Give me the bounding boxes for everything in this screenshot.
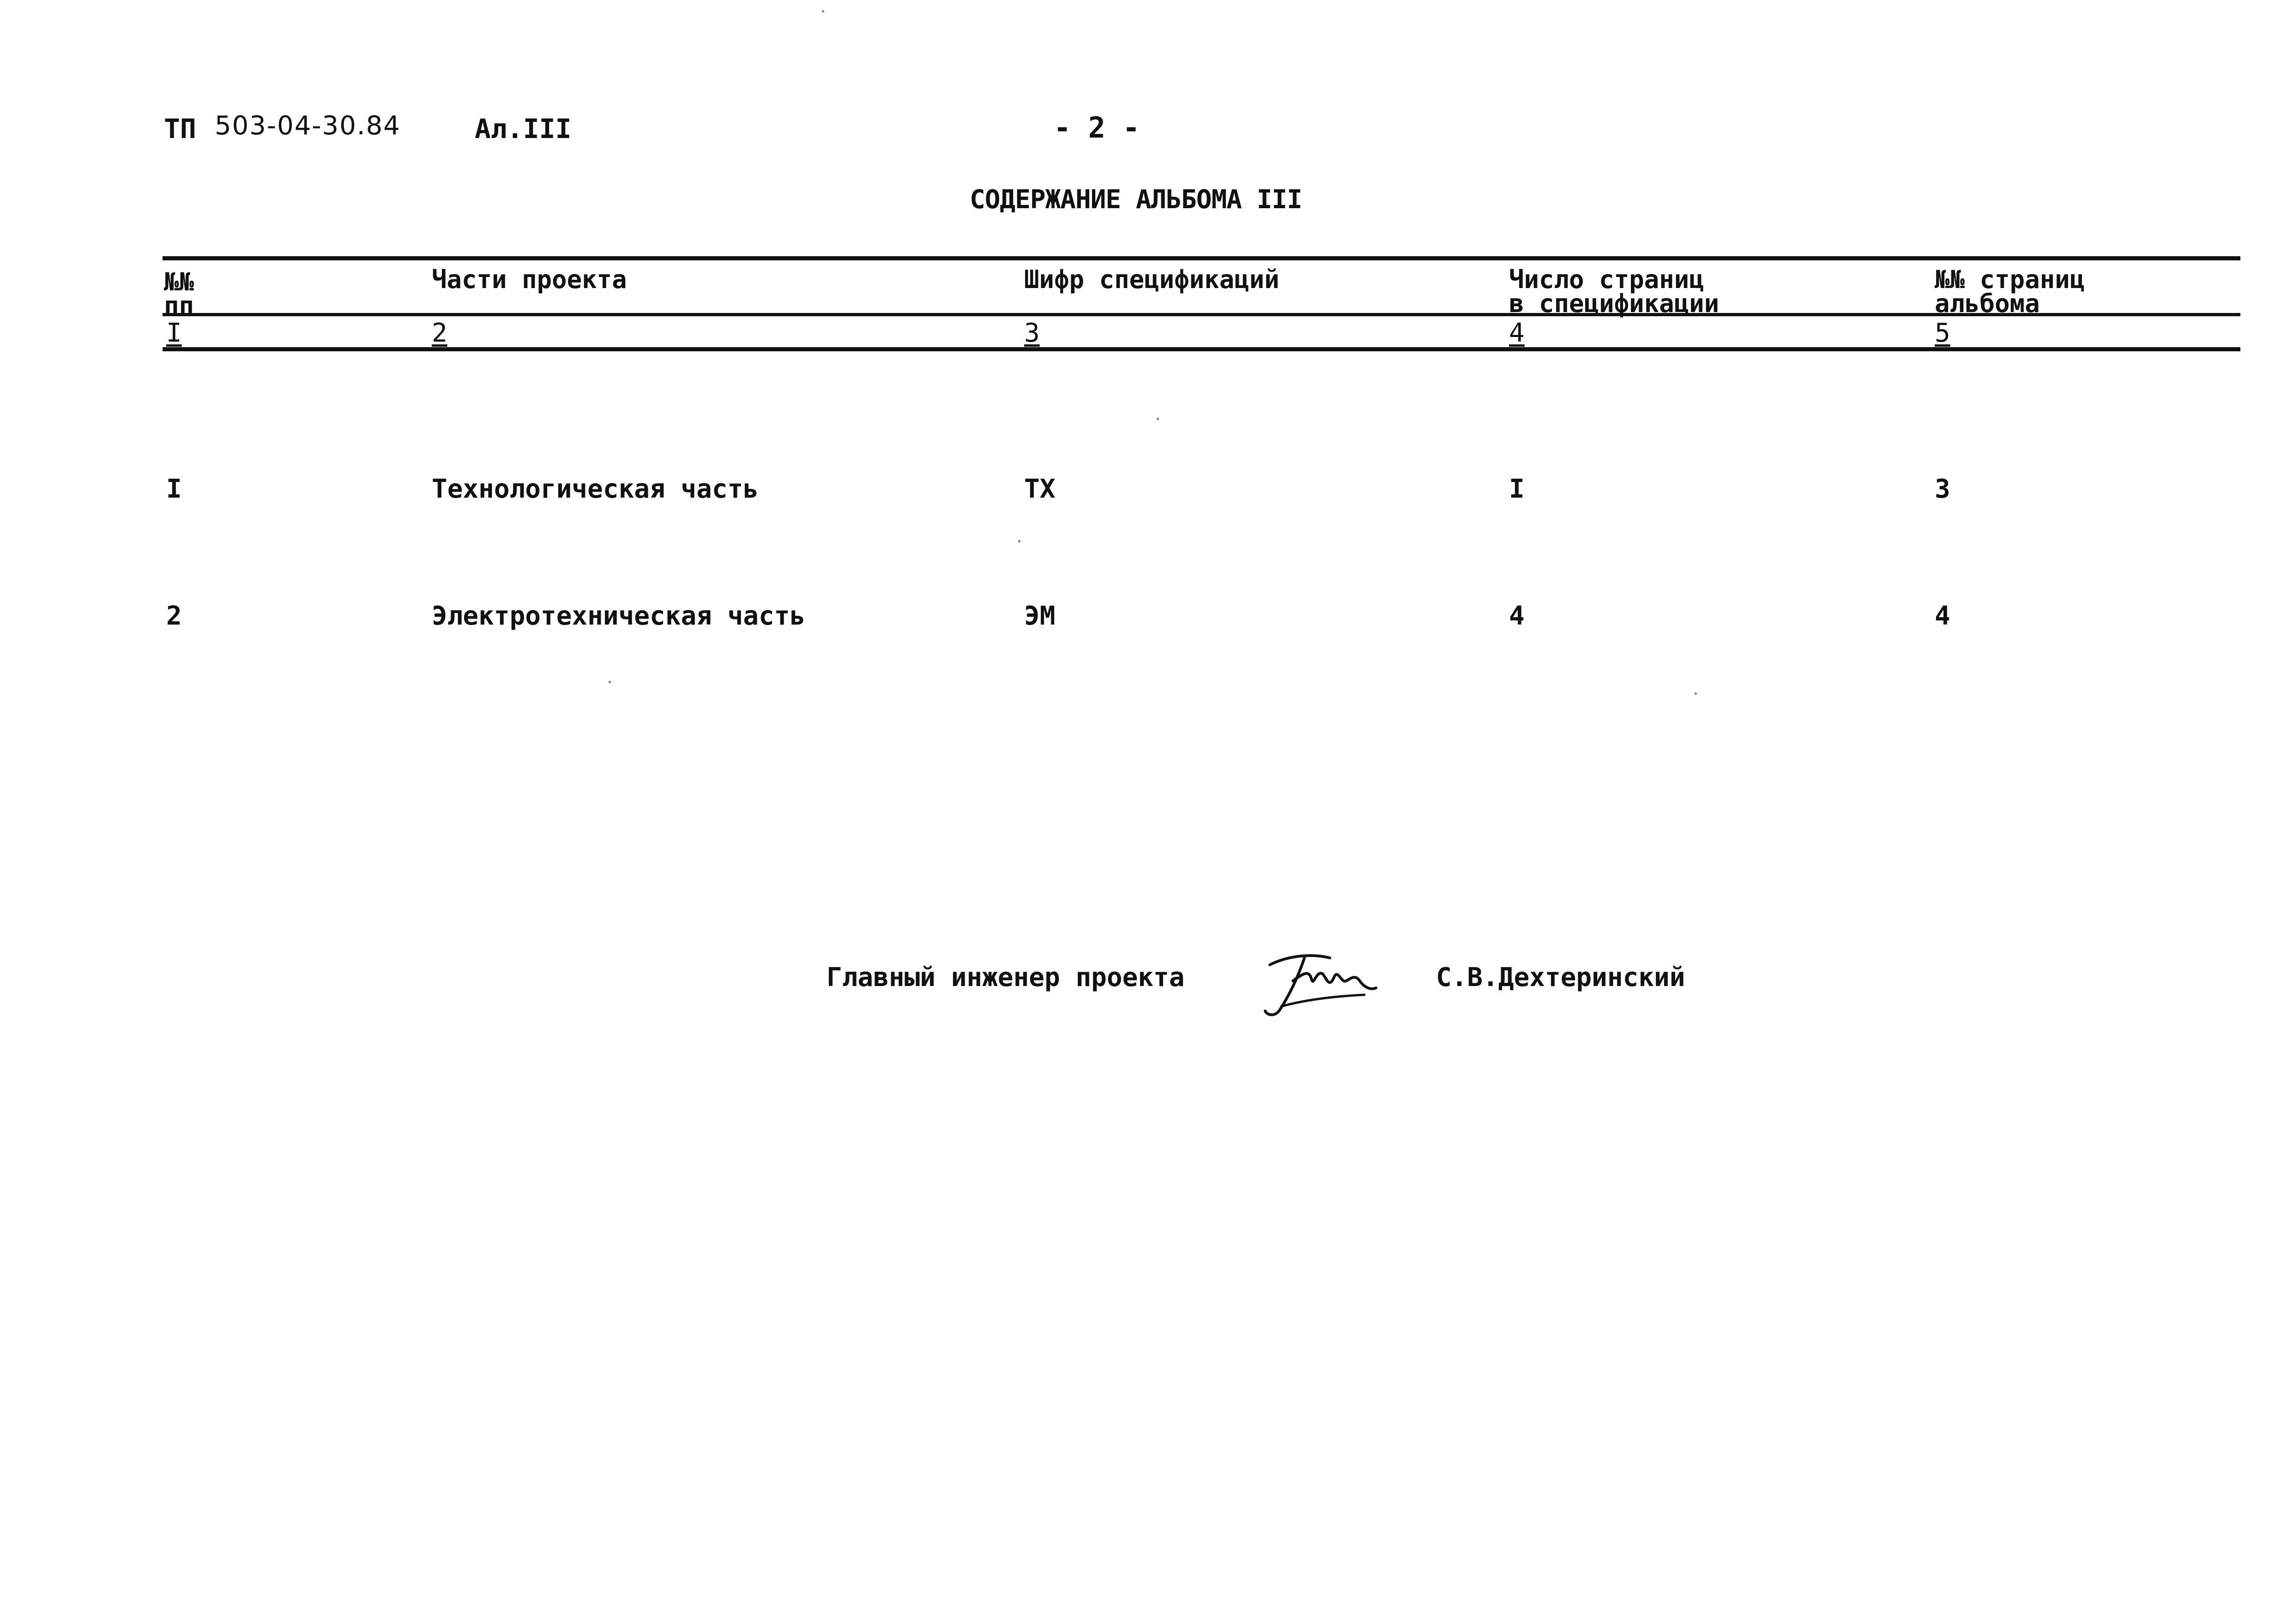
document-title: СОДЕРЖАНИЕ АЛЬБОМА III [970,185,1302,215]
row-number: I [166,474,182,504]
column-number: 4 [1509,318,1525,348]
row-count: I [1509,474,1525,504]
scan-speck [609,681,611,683]
row-part: Электротехническая часть [432,601,806,631]
column-number: I [166,318,182,348]
column-number: 5 [1935,318,1950,348]
row-number: 2 [166,601,182,631]
scan-speck [1018,540,1020,542]
scan-speck [1157,418,1159,420]
row-part: Технологическая часть [432,474,759,504]
column-number: 2 [432,318,447,348]
column-header-pages: №№ страниц альбома [1935,265,2085,318]
row-pages: 4 [1935,601,1950,631]
column-header-code: Шифр спецификаций [1024,265,1279,294]
table-top-rule [163,256,2240,260]
scan-speck [822,10,824,12]
row-code: ТХ [1024,474,1056,504]
row-count: 4 [1509,601,1525,631]
column-header-count: Число страниц в спецификации [1509,265,1720,318]
album-label: Ал.III [475,113,572,144]
handwritten-signature [1261,937,1381,1020]
table-numbering-rule [163,347,2240,351]
doc-code-number: 503-04-30.84 [215,111,401,141]
signature-label: Главный инженер проекта [827,962,1185,992]
scan-speck [1695,692,1697,695]
column-header-number: №№ пп [164,267,194,320]
column-header-part: Части проекта [432,265,627,294]
page-number: - 2 - [1054,111,1140,144]
table-header-rule [163,313,2240,316]
signatory-name: С.В.Дехтеринский [1436,962,1685,992]
row-code: ЭМ [1024,601,1056,631]
row-pages: 3 [1935,474,1950,504]
column-number: 3 [1024,318,1040,348]
doc-code-prefix: ТП [164,113,196,144]
